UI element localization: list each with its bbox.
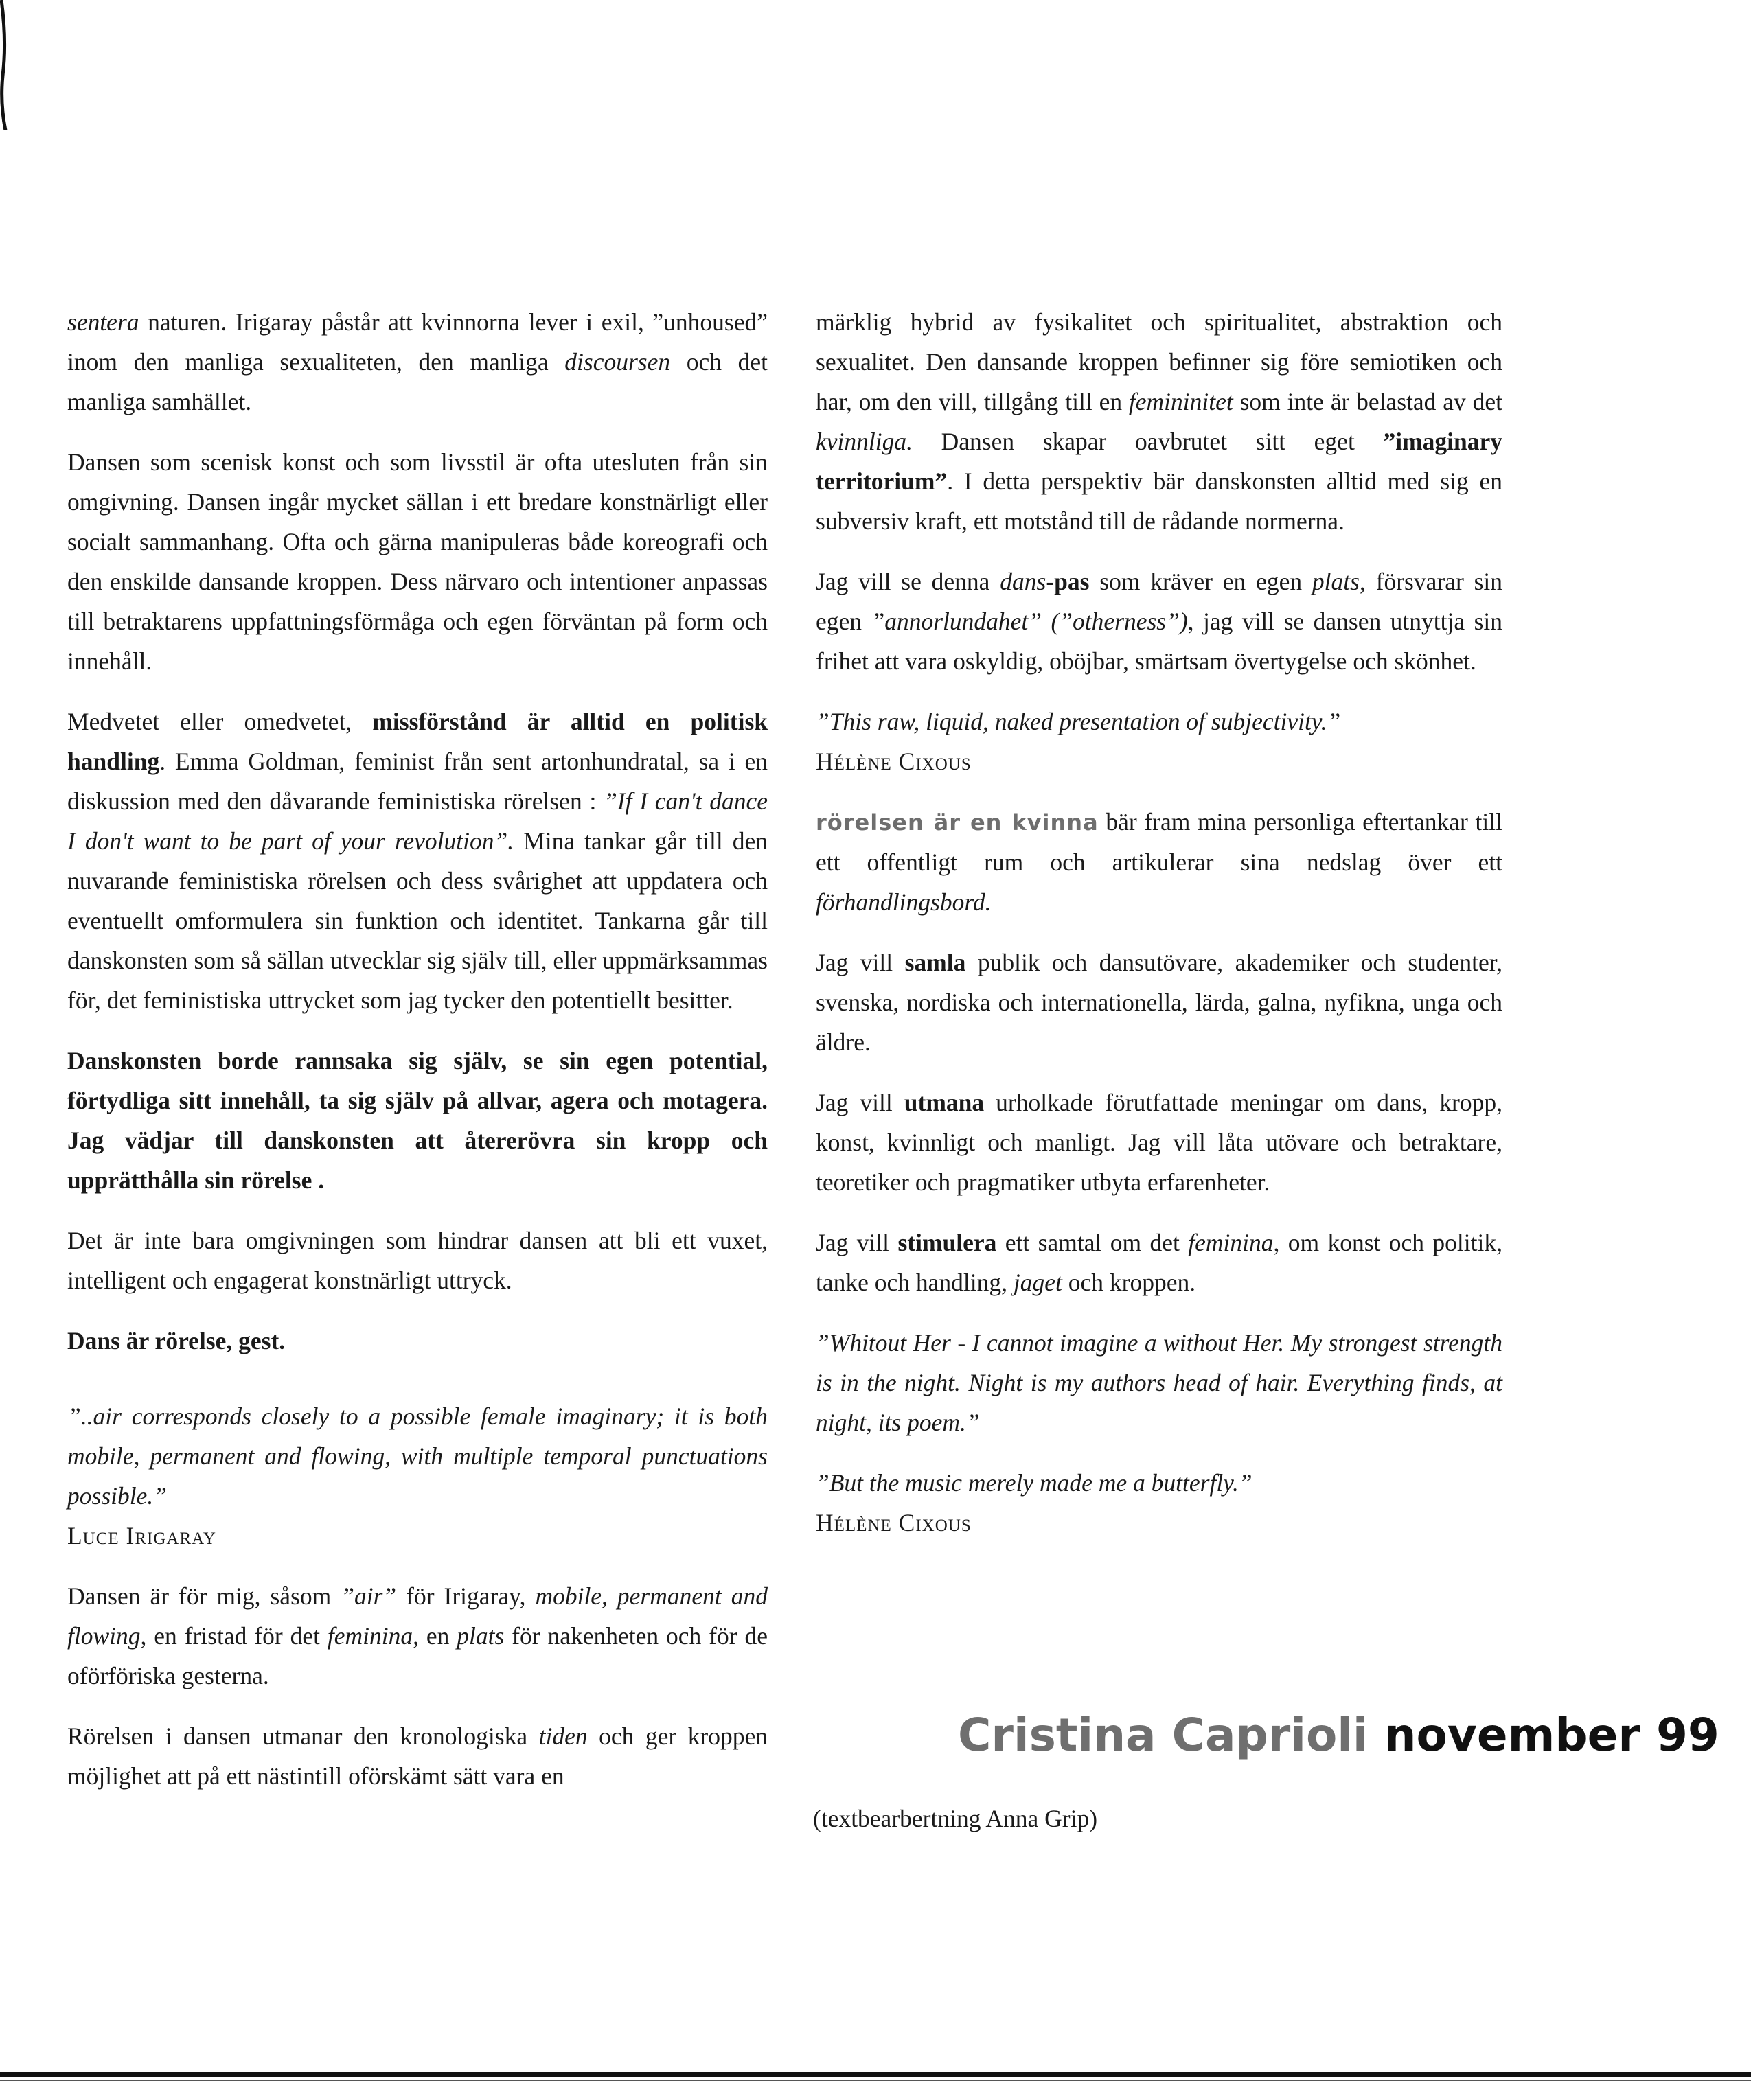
paragraph: Medvetet eller omedvetet, missförstånd är alltid en politisk handling. Emma Goldman, feminist från sent artonhundratal, sa i en diskussion med den dåvarande feministiska rörelsen : ”If I can't dance I don't want to be part of your revolution”. Mina tankar går till den nuvarande feministiska rörelsen och dess svårighet att uppdatera och eventuellt omformulera sin funktion och identitet. Tankarna går till danskonsten som så sällan utvecklar sig själv till, eller uppmärksammas för, det feministiska uttrycket som jag tycker den potentiellt besitter.	[67, 708, 768, 1014]
quote-author: Hélène Cixous	[816, 1509, 972, 1536]
paragraph: Jag vill utmana urholkade förutfattade meningar om dans, kropp, konst, kvinnligt och manligt. Jag vill låta utövare och betraktare, teoretiker och pragmatiker utbyta erfarenheter.	[816, 1089, 1502, 1196]
quote-block	[816, 1323, 1502, 1442]
bold-paragraph: Danskonsten borde rannsaka sig själv, se sin egen potential, förtydliga sitt innehåll, ta sig själv på allvar, agera och motagera. Jag vädjar till danskonsten att återerövra sin kropp och upprätthålla sin rörelse .	[67, 1047, 768, 1194]
quote: ”Whitout Her - I cannot imagine a without Her. My strongest strength is in the night. Night is my authors head of hair. Everything finds, at night, its poem.”	[816, 1329, 1502, 1436]
paragraph: Jag vill samla publik och dansutövare, akademiker och studenter, svenska, nordiska och internationella, lärda, galna, nyfikna, unga och äldre.	[816, 949, 1502, 1056]
bold-paragraph: Dans är rörelse, gest.	[67, 1327, 286, 1354]
author-signature	[958, 1708, 1719, 1763]
paragraph: Dansen som scenisk konst och som livsstil är ofta utesluten från sin omgivning. Dansen ingår mycket sällan i ett bredare konstnärligt eller socialt sammanhang. Ofta och gärna manipuleras både koreografi och den enskilde dansande kroppen. Dess närvaro och intentioner anpassas till betraktarens uppfattningsförmåga och egen förväntan på form och innehåll.	[67, 448, 768, 675]
paragraph: Jag vill stimulera ett samtal om det feminina, om konst och politik, tanke och handling, jaget och kroppen.	[816, 1229, 1502, 1296]
quote-author: Hélène Cixous	[816, 748, 972, 775]
quote: ”This raw, liquid, naked presentation of subjectivity.”	[816, 708, 1341, 735]
signature-date: november 99	[1384, 1709, 1719, 1762]
left-column	[67, 302, 768, 1816]
paragraph: Det är inte bara omgivningen som hindrar dansen att bli ett vuxet, intelligent och engagerat konstnärligt uttryck.	[67, 1227, 768, 1294]
quote-author: Luce Irigaray	[67, 1522, 216, 1549]
quote: ”..air corresponds closely to a possible female imaginary; it is both mobile, permanent and flowing, with multiple temporal punctuations possible.”	[67, 1403, 768, 1510]
editing-credit: (textbearbertning Anna Grip)	[813, 1805, 1098, 1832]
paragraph: Rörelsen i dansen utmanar den kronologiska tiden och ger kroppen möjlighet att på ett nästintill oförskämt sätt vara en	[67, 1722, 768, 1790]
bottom-rule	[0, 2072, 1751, 2077]
quote: ”But the music merely made me a butterfly.”	[816, 1469, 1252, 1497]
bottom-rule-thin	[0, 2080, 1751, 2081]
paragraph: Jag vill se denna dans-pas som kräver en egen plats, försvarar sin egen ”annorlundahet” (”otherness”), jag vill se dansen utnyttja sin frihet att vara oskyldig, oböjbar, smärtsam övertygelse och skönhet.	[816, 568, 1503, 675]
brand-name: rörelsen är en kvinna	[816, 809, 1099, 835]
paragraph: märklig hybrid av fysikalitet och spiritualitet, abstraktion och sexualitet. Den dansande kroppen befinner sig före semiotiken och har, om den vill, tillgång till en femininitet som inte är belastad av det kvinnliga. Dansen skapar oavbrutet sitt eget ”imaginary territorium”. I detta perspektiv bär danskonsten alltid med sig en subversiv kraft, ett motstånd till de rådande normerna.	[816, 308, 1502, 535]
paragraph: rörelsen är en kvinna bär fram mina personliga eftertankar till ett offentligt rum och artikulerar sina nedslag över ett förhandlingsbord.	[816, 808, 1502, 916]
quote-block	[816, 1463, 1502, 1543]
quote-block	[816, 702, 1502, 781]
paragraph: sentera naturen. Irigaray påstår att kvinnorna lever i exil, ”unhoused” inom den manliga sexualiteten, den manliga discoursen och det manliga samhället.	[67, 308, 768, 415]
paragraph: Dansen är för mig, såsom ”air” för Irigaray, mobile, permanent and flowing, en fristad för det feminina, en plats för nakenheten och för de oförföriska gesterna.	[67, 1582, 768, 1689]
right-column	[816, 302, 1502, 1563]
signature-name: Cristina Caprioli	[958, 1709, 1369, 1762]
scan-edge-mark	[0, 0, 10, 130]
quote-block	[67, 1396, 768, 1556]
